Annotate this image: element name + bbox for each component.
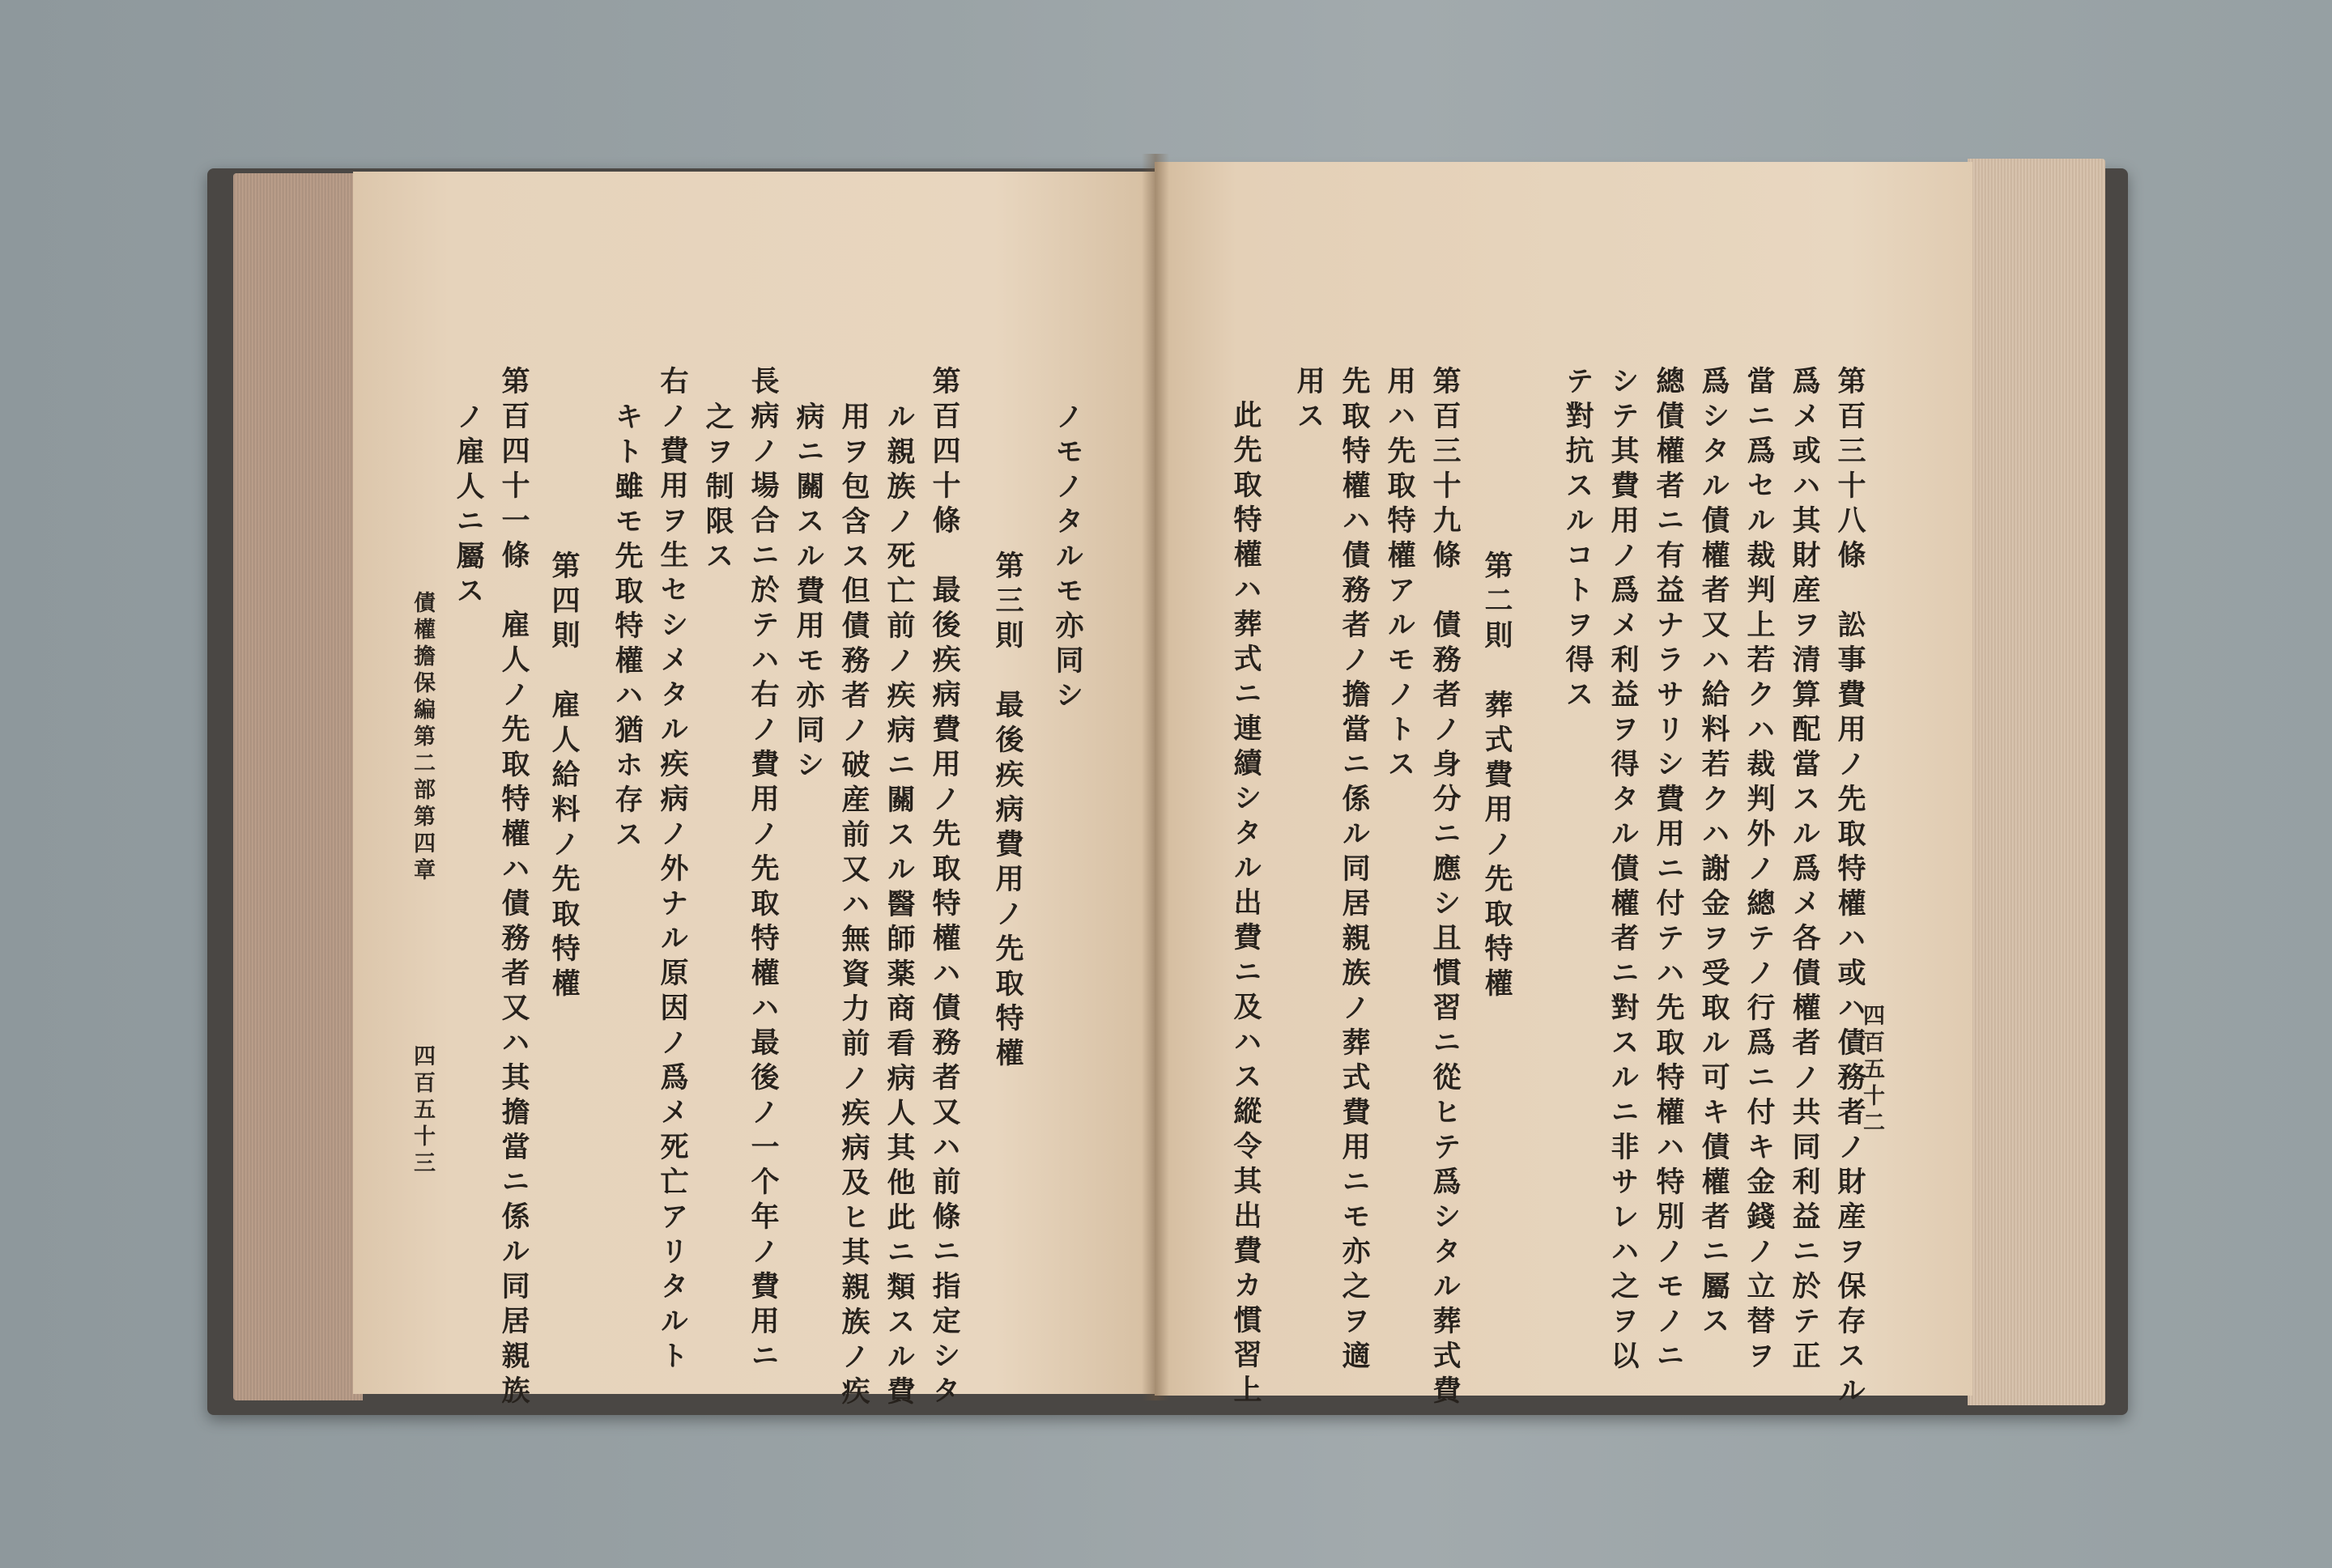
right-page-number: 四百五十二 — [1859, 1004, 1884, 1137]
book-gutter — [1142, 154, 1169, 1400]
left-col-4: ル親族ノ死亡前ノ疾病ニ關スル醫師薬商看病人其他此ニ類スル費 — [883, 402, 916, 1411]
right-col-5: 總債權者ニ有益ナラサリシ費用ニ付テハ先取特權ハ特別ノモノニ — [1652, 366, 1685, 1375]
left-col-5: 用ヲ包含ス但債務者ノ破産前又ハ無資力前ノ疾病及ヒ其親族ノ疾 — [837, 402, 870, 1411]
right-col-8: 第二則 葬式費用ノ先取特權 — [1480, 550, 1513, 1003]
left-col-13: ノ雇人ニ屬ス — [452, 402, 485, 610]
right-col-11: 先取特權ハ債務者ノ擔當ニ係ル同居親族ノ葬式費用ニモ亦之ヲ適 — [1338, 366, 1371, 1375]
right-col-9: 第百三十九條 債務者ノ身分ニ應シ且慣習ニ從ヒテ爲シタル葬式費 — [1428, 366, 1462, 1410]
right-col-1: 第百三十八條 訟事費用ノ先取特權ハ或ハ債務者ノ財産ヲ保存スル — [1833, 366, 1866, 1410]
page-block-edge-right — [1968, 159, 2105, 1405]
right-col-4: 爲シタル債權者又ハ給料若クハ謝金ヲ受取ル可キ債權者ニ屬ス — [1697, 366, 1730, 1341]
left-col-7: 長病ノ場合ニ於テハ右ノ費用ノ先取特權ハ最後ノ一个年ノ費用ニ — [747, 366, 780, 1375]
left-page-number: 四百五十三 — [410, 1044, 435, 1178]
right-col-3: 當ニ爲セル裁判上若クハ裁判外ノ總テノ行爲ニ付キ金錢ノ立替ヲ — [1743, 366, 1776, 1375]
right-col-2: 爲メ或ハ其財産ヲ清算配當スル爲メ各債權者ノ共同利益ニ於テ正 — [1788, 366, 1821, 1375]
right-col-6: シテ其費用ノ爲メ利益ヲ得タル債權者ニ對スルニ非サレハ之ヲ以 — [1606, 366, 1640, 1375]
left-col-11: 第四則 雇人給料ノ先取特權 — [547, 550, 581, 1003]
left-col-2: 第三則 最後疾病費用ノ先取特權 — [991, 550, 1024, 1073]
left-running-head: 債權擔保編第二部第四章 — [410, 591, 435, 885]
left-col-9: 右ノ費用ヲ生セシメタル疾病ノ外ナル原因ノ爲メ死亡アリタルト — [656, 366, 689, 1375]
left-col-10: キト雖モ先取特權ハ猶ホ存ス — [611, 402, 644, 854]
page-block-edge-left — [233, 173, 363, 1400]
left-col-3: 第百四十條 最後疾病費用ノ先取特權ハ債務者又ハ前條ニ指定シタ — [928, 366, 961, 1410]
right-col-10: 用ハ先取特權アルモノトス — [1383, 366, 1416, 784]
left-col-8: 之ヲ制限ス — [701, 402, 734, 576]
left-col-12: 第百四十一條 雇人ノ先取特權ハ債務者又ハ其擔當ニ係ル同居親族 — [497, 366, 530, 1410]
left-col-6: 病ニ關スル費用モ亦同シ — [792, 402, 825, 784]
right-col-13: 此先取特權ハ葬式ニ連續シタル出費ニ及ハス縱令其出費カ慣習上 — [1229, 400, 1262, 1409]
left-col-1: ノモノタルモ亦同シ — [1051, 402, 1084, 715]
right-col-7: テ對抗スルコトヲ得ス — [1561, 366, 1594, 714]
right-col-12: 用ス — [1292, 366, 1326, 436]
